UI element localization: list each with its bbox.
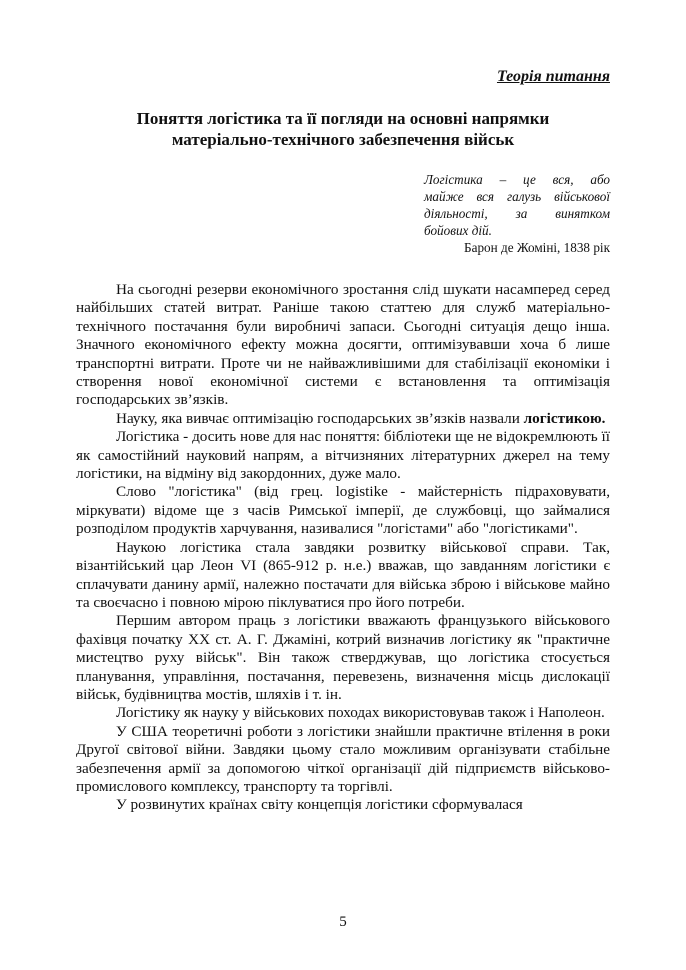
- paragraph: Першим автором праць з логістики вважають французького військового фахівця початку ХХ ст. А. Г. Джаміні, котрий визначив логістику як "практичне мистецтво руху військ". Він також стверджував, що логістика стосується планування, управління, постачання, перевезень, визначення місць дислокації військ, будівництва мостів, шляхів і т. ін.: [76, 612, 610, 703]
- paragraph: Слово "логістика" (від грец. logistike - майстерність підраховувати, міркувати) відоме ще з часів Римської імперії, де службовці, що займалися розподілом продуктів харчування, називалися "логістами" або "логістиками".: [76, 483, 610, 538]
- paragraph: У США теоретичні роботи з логістики знайшли практичне втілення в роки Другої світової війни. Завдяки цьому стало можливим організувати стабільне забезпечення армії за допомогою чіткої організації дій підприємств військово-промислового комплексу, транспорту та торгівлі.: [76, 722, 610, 795]
- paragraph: [76, 410, 610, 428]
- epigraph-source: Барон де Жоміні, 1838 рік: [464, 240, 610, 255]
- epigraph-line: діяльності, за винятком: [424, 206, 610, 221]
- body-text: [76, 281, 610, 815]
- epigraph-quote: [424, 171, 610, 239]
- epigraph: [424, 171, 610, 256]
- paragraph: Логістику як науку у військових походах використовував також і Наполеон.: [116, 704, 605, 722]
- paragraph: На сьогодні резерви економічного зростання слід шукати насамперед серед найбільших статей витрат. Раніше такою статтею для служб матеріально-технічного постачання були виробничі запаси. Сьогодні ситуація дещо інша. Значного економічного ефекту можна досягти, оптимізувавши хоча б лише транспортні витрати. Проте чи не найважливішими для стабілізації економіки і створення нової економічної системи є встановлення та оптимізація господарських зв’язків.: [76, 281, 610, 409]
- title-line-1: Поняття логістика та її погляди на основні напрямки: [136, 109, 550, 128]
- paragraph: Наукою логістика стала завдяки розвитку військової справи. Так, візантійський цар Леон VI (865-912 р. н.е.) вважав, що завданням логістики є сплачувати данину армії, належно постачати для війська зброю і військове майно та своєчасно і повною мірою піклуватися про його потреби.: [76, 538, 610, 611]
- logistics-term: логістикою.: [523, 409, 606, 427]
- title-line-2: матеріально-технічного забезпечення військ: [171, 130, 515, 149]
- epigraph-line: майже вся галузь військової: [424, 189, 610, 204]
- epigraph-line: Логістика – це вся, або: [424, 172, 610, 187]
- page-number: 5: [339, 914, 347, 930]
- paragraph: Логістика - досить нове для нас поняття: бібліотеки ще не відокремлюють її як самостійний науковий напрям, а вітчизняних літературних джерел на тему логістики, на відміну від закордонних, дуже мало.: [76, 428, 610, 483]
- epigraph-line: бойових дій.: [424, 223, 492, 238]
- section-label: Теорія питання: [496, 68, 610, 85]
- paragraph: У розвинутих країнах світу концепція логістики сформувалася: [116, 796, 523, 814]
- paragraph-text: Науку, яка вивчає оптимізацію господарських зв’язків назвали: [116, 409, 524, 427]
- document-title: [76, 108, 610, 150]
